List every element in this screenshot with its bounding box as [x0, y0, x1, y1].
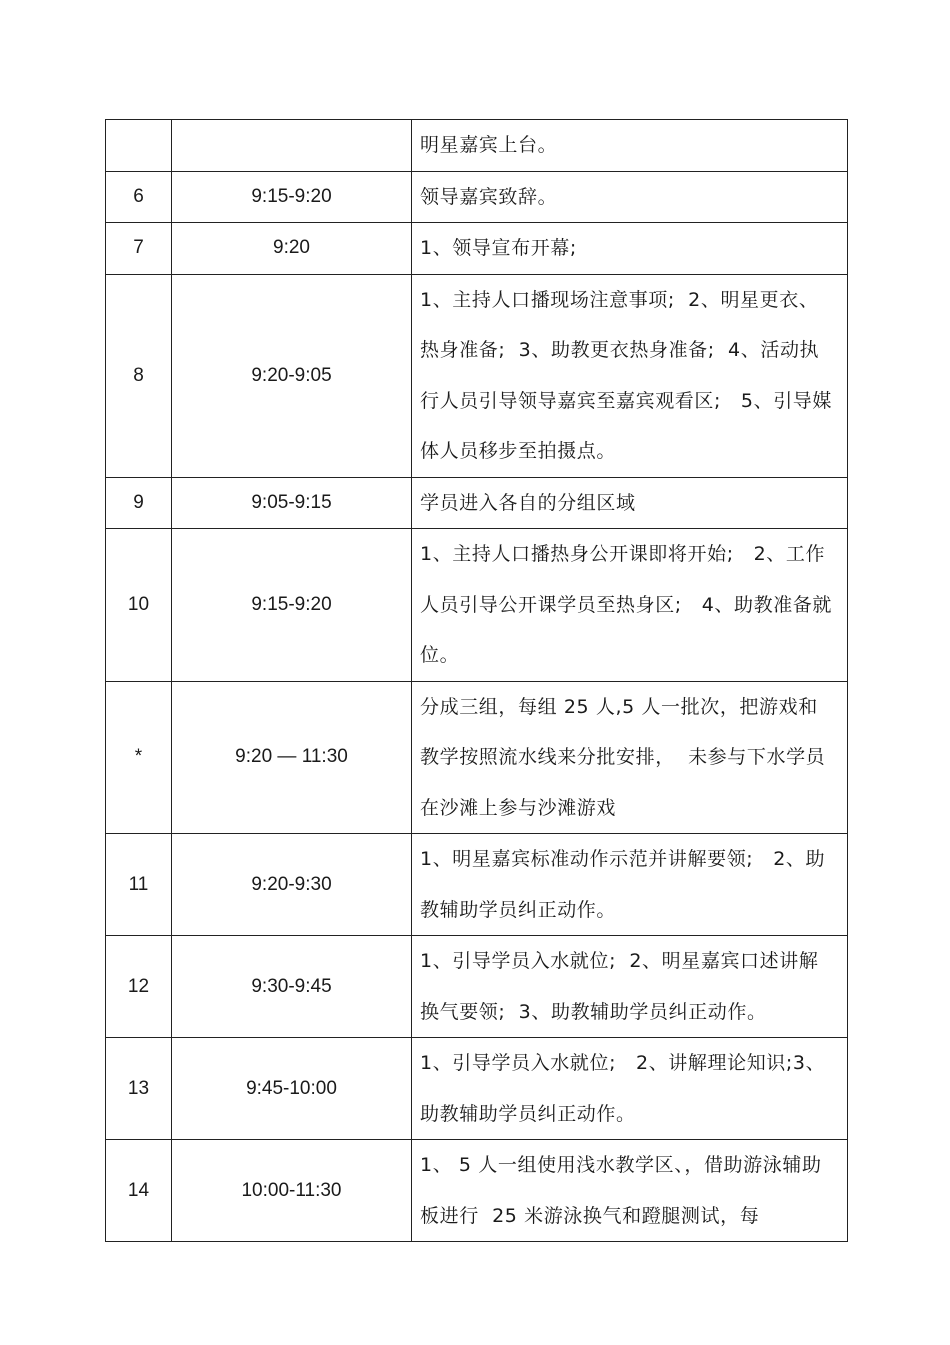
- table-row: [106, 1038, 848, 1140]
- row-description: 1、 5 人一组使用浅水教学区、，借助游泳辅助板进行 25 米游泳换气和蹬腿测试，每: [412, 1140, 848, 1242]
- row-number: 11: [106, 834, 172, 936]
- row-number: 14: [106, 1140, 172, 1242]
- schedule-table: [105, 119, 848, 1242]
- row-number: 13: [106, 1038, 172, 1140]
- table-row: [106, 834, 848, 936]
- row-number: 8: [106, 274, 172, 477]
- row-description: 分成三组，每组 25 人,5 人一批次，把游戏和教学按照流水线来分批安排， 未参与下水学员在沙滩上参与沙滩游戏: [412, 681, 848, 834]
- row-description: 1、引导学员入水就位; 2、明星嘉宾口述讲解换气要领; 3、助教辅助学员纠正动作。: [412, 936, 848, 1038]
- table-row: [106, 223, 848, 275]
- row-description: 1、主持人口播热身公开课即将开始; 2、工作人员引导公开课学员至热身区; 4、助教准备就位。: [412, 529, 848, 682]
- row-time: 9:15-9:20: [172, 529, 412, 682]
- row-time: [172, 120, 412, 172]
- row-number: 9: [106, 477, 172, 529]
- row-number: 6: [106, 171, 172, 223]
- row-time: 9:15-9:20: [172, 171, 412, 223]
- row-time: 9:30-9:45: [172, 936, 412, 1038]
- row-description: 1、引导学员入水就位; 2、讲解理论知识;3、助教辅助学员纠正动作。: [412, 1038, 848, 1140]
- row-time: 10:00-11:30: [172, 1140, 412, 1242]
- table-row: [106, 171, 848, 223]
- row-number: *: [106, 681, 172, 834]
- row-number: 7: [106, 223, 172, 275]
- table-row: [106, 274, 848, 477]
- row-time: 9:20-9:05: [172, 274, 412, 477]
- row-time: 9:20: [172, 223, 412, 275]
- row-time: 9:45-10:00: [172, 1038, 412, 1140]
- row-time: 9:20-9:30: [172, 834, 412, 936]
- row-description: 学员进入各自的分组区域: [412, 477, 848, 529]
- table-row: [106, 120, 848, 172]
- table-row: [106, 936, 848, 1038]
- row-description: 领导嘉宾致辞。: [412, 171, 848, 223]
- row-number: 12: [106, 936, 172, 1038]
- row-description: 1、明星嘉宾标准动作示范并讲解要领; 2、助教辅助学员纠正动作。: [412, 834, 848, 936]
- table-row: [106, 1140, 848, 1242]
- row-time: 9:20 — 11:30: [172, 681, 412, 834]
- row-description: 1、领导宣布开幕;: [412, 223, 848, 275]
- row-number: [106, 120, 172, 172]
- table-row: [106, 477, 848, 529]
- row-description: 明星嘉宾上台。: [412, 120, 848, 172]
- row-number: 10: [106, 529, 172, 682]
- table-row: [106, 681, 848, 834]
- table-row: [106, 529, 848, 682]
- row-description: 1、主持人口播现场注意事项; 2、明星更衣、热身准备; 3、助教更衣热身准备; 4、活动执行人员引导领导嘉宾至嘉宾观看区; 5、引导媒体人员移步至拍摄点。: [412, 274, 848, 477]
- row-time: 9:05-9:15: [172, 477, 412, 529]
